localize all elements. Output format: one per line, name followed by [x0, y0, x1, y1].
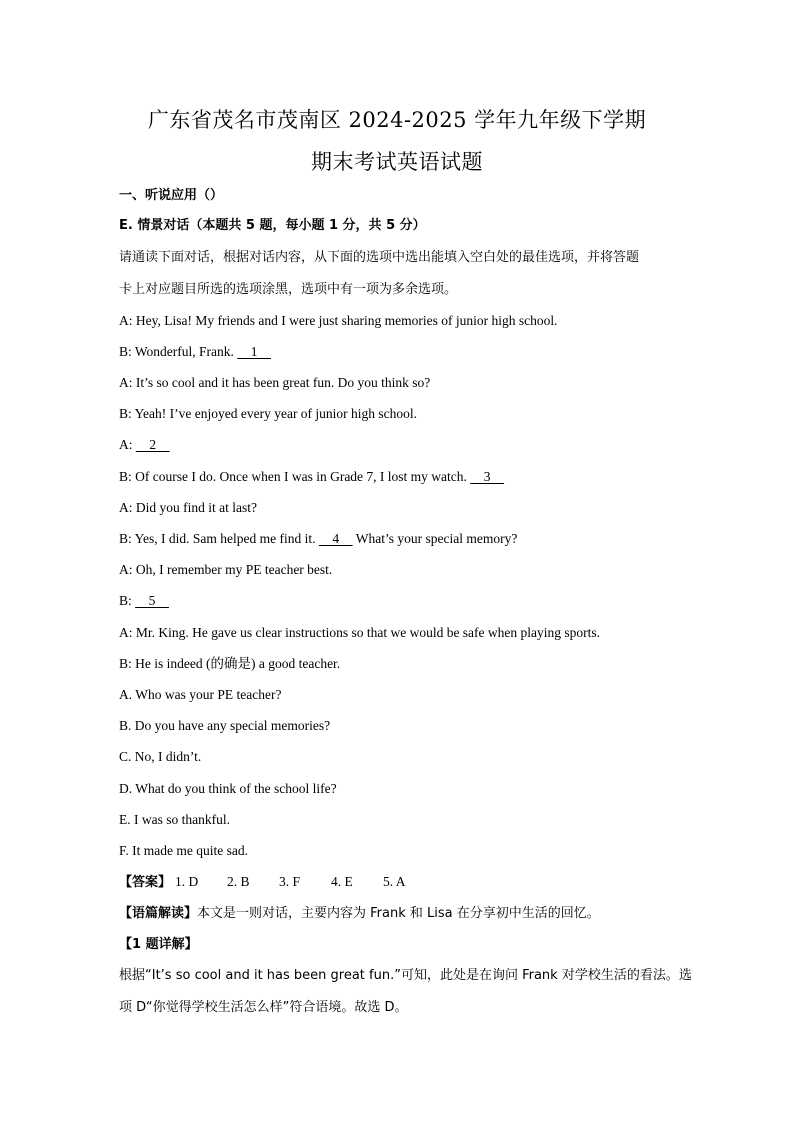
option-b: B. Do you have any special memories? — [119, 718, 331, 733]
answer-item: 1. D — [175, 874, 199, 889]
option-f: F. It made me quite sad. — [119, 843, 249, 858]
answer-item: 2. B — [227, 874, 250, 889]
detail-line-1: 根据“It’s so cool and it has been great fun.”可知，此处是在询问 Frank 对学校生活的看法。选 — [119, 968, 692, 983]
analysis-text: 本文是一则对话，主要内容为 Frank 和 Lisa 在分享初中生活的回忆。 — [197, 906, 600, 921]
dialogue-line — [119, 342, 679, 362]
answer-blank-1: 1 — [237, 344, 272, 359]
dialogue-text: B: Of course I do. Once when I was in Grade 7, I lost my watch. — [119, 469, 471, 484]
dialogue-text: A: — [119, 437, 136, 452]
answer-list — [175, 872, 435, 892]
option-a: A. Who was your PE teacher? — [119, 687, 282, 702]
dialogue-text: A: Did you find it at last? — [119, 500, 257, 515]
analysis-row — [119, 904, 679, 924]
dialogue-line — [119, 467, 679, 487]
document-title-line-1: 广东省茂名市茂南区 2024-2025 学年九年级下学期 — [147, 108, 647, 132]
detail-label: 【1 题详解】 — [119, 937, 198, 952]
dialogue-line — [119, 435, 679, 455]
section-heading: 一、听说应用（） — [119, 188, 224, 203]
option-d: D. What do you think of the school life? — [119, 781, 337, 796]
dialogue-text: A: It’s so cool and it has been great fun. Do you think so? — [119, 375, 431, 390]
dialogue-line — [119, 623, 679, 643]
dialogue-text: B: Wonderful, Frank. — [119, 344, 238, 359]
answer-item: 3. F — [279, 874, 301, 889]
dialogue-line — [119, 591, 679, 611]
instructions-line-1: 请通读下面对话，根据对话内容，从下面的选项中选出能填入空白处的最佳选项，并将答题 — [119, 250, 640, 265]
dialogue-line — [119, 529, 679, 549]
answer-blank-3: 3 — [470, 469, 505, 484]
analysis-label: 【语篇解读】 — [119, 906, 198, 921]
answer-blank-2: 2 — [135, 437, 170, 452]
instructions-line-2: 卡上对应题目所选的选项涂黑，选项中有一项为多余选项。 — [119, 282, 458, 297]
dialogue-text: B: Yes, I did. Sam helped me find it. — [119, 531, 319, 546]
dialogue-line — [119, 654, 679, 674]
dialogue-line — [119, 404, 679, 424]
dialogue-line — [119, 498, 679, 518]
dialogue-text: A: Mr. King. He gave us clear instructions so that we would be safe when playing sports. — [119, 625, 601, 640]
dialogue-text: B: Yeah! I’ve enjoyed every year of junior high school. — [119, 406, 418, 421]
answer-item: 4. E — [331, 874, 353, 889]
dialogue-text: A: Oh, I remember my PE teacher best. — [119, 562, 333, 577]
answer-blank-4: 4 — [318, 531, 353, 546]
dialogue-line — [119, 560, 679, 580]
dialogue-text: B: — [119, 593, 136, 608]
option-e: E. I was so thankful. — [119, 812, 230, 827]
answer-row — [119, 872, 679, 893]
dialogue-text: A: Hey, Lisa! My friends and I were just sharing memories of junior high school. — [119, 313, 558, 328]
option-c: C. No, I didn’t. — [119, 749, 202, 764]
document-title-line-2: 期末考试英语试题 — [311, 150, 483, 174]
dialogue-line — [119, 373, 679, 393]
section-subheading: E. 情景对话（本题共 5 题，每小题 1 分，共 5 分） — [119, 218, 426, 233]
dialogue-line — [119, 311, 679, 331]
detail-line-2: 项 D“你觉得学校生活怎么样”符合语境。故选 D。 — [119, 1000, 408, 1015]
dialogue-text-after: What’s your special memory? — [352, 531, 518, 546]
dialogue-text: B: He is indeed (的确是) a good teacher. — [119, 656, 341, 671]
answer-item: 5. A — [383, 874, 406, 889]
answer-blank-5: 5 — [135, 593, 169, 608]
answer-label: 【答案】 — [119, 875, 172, 890]
